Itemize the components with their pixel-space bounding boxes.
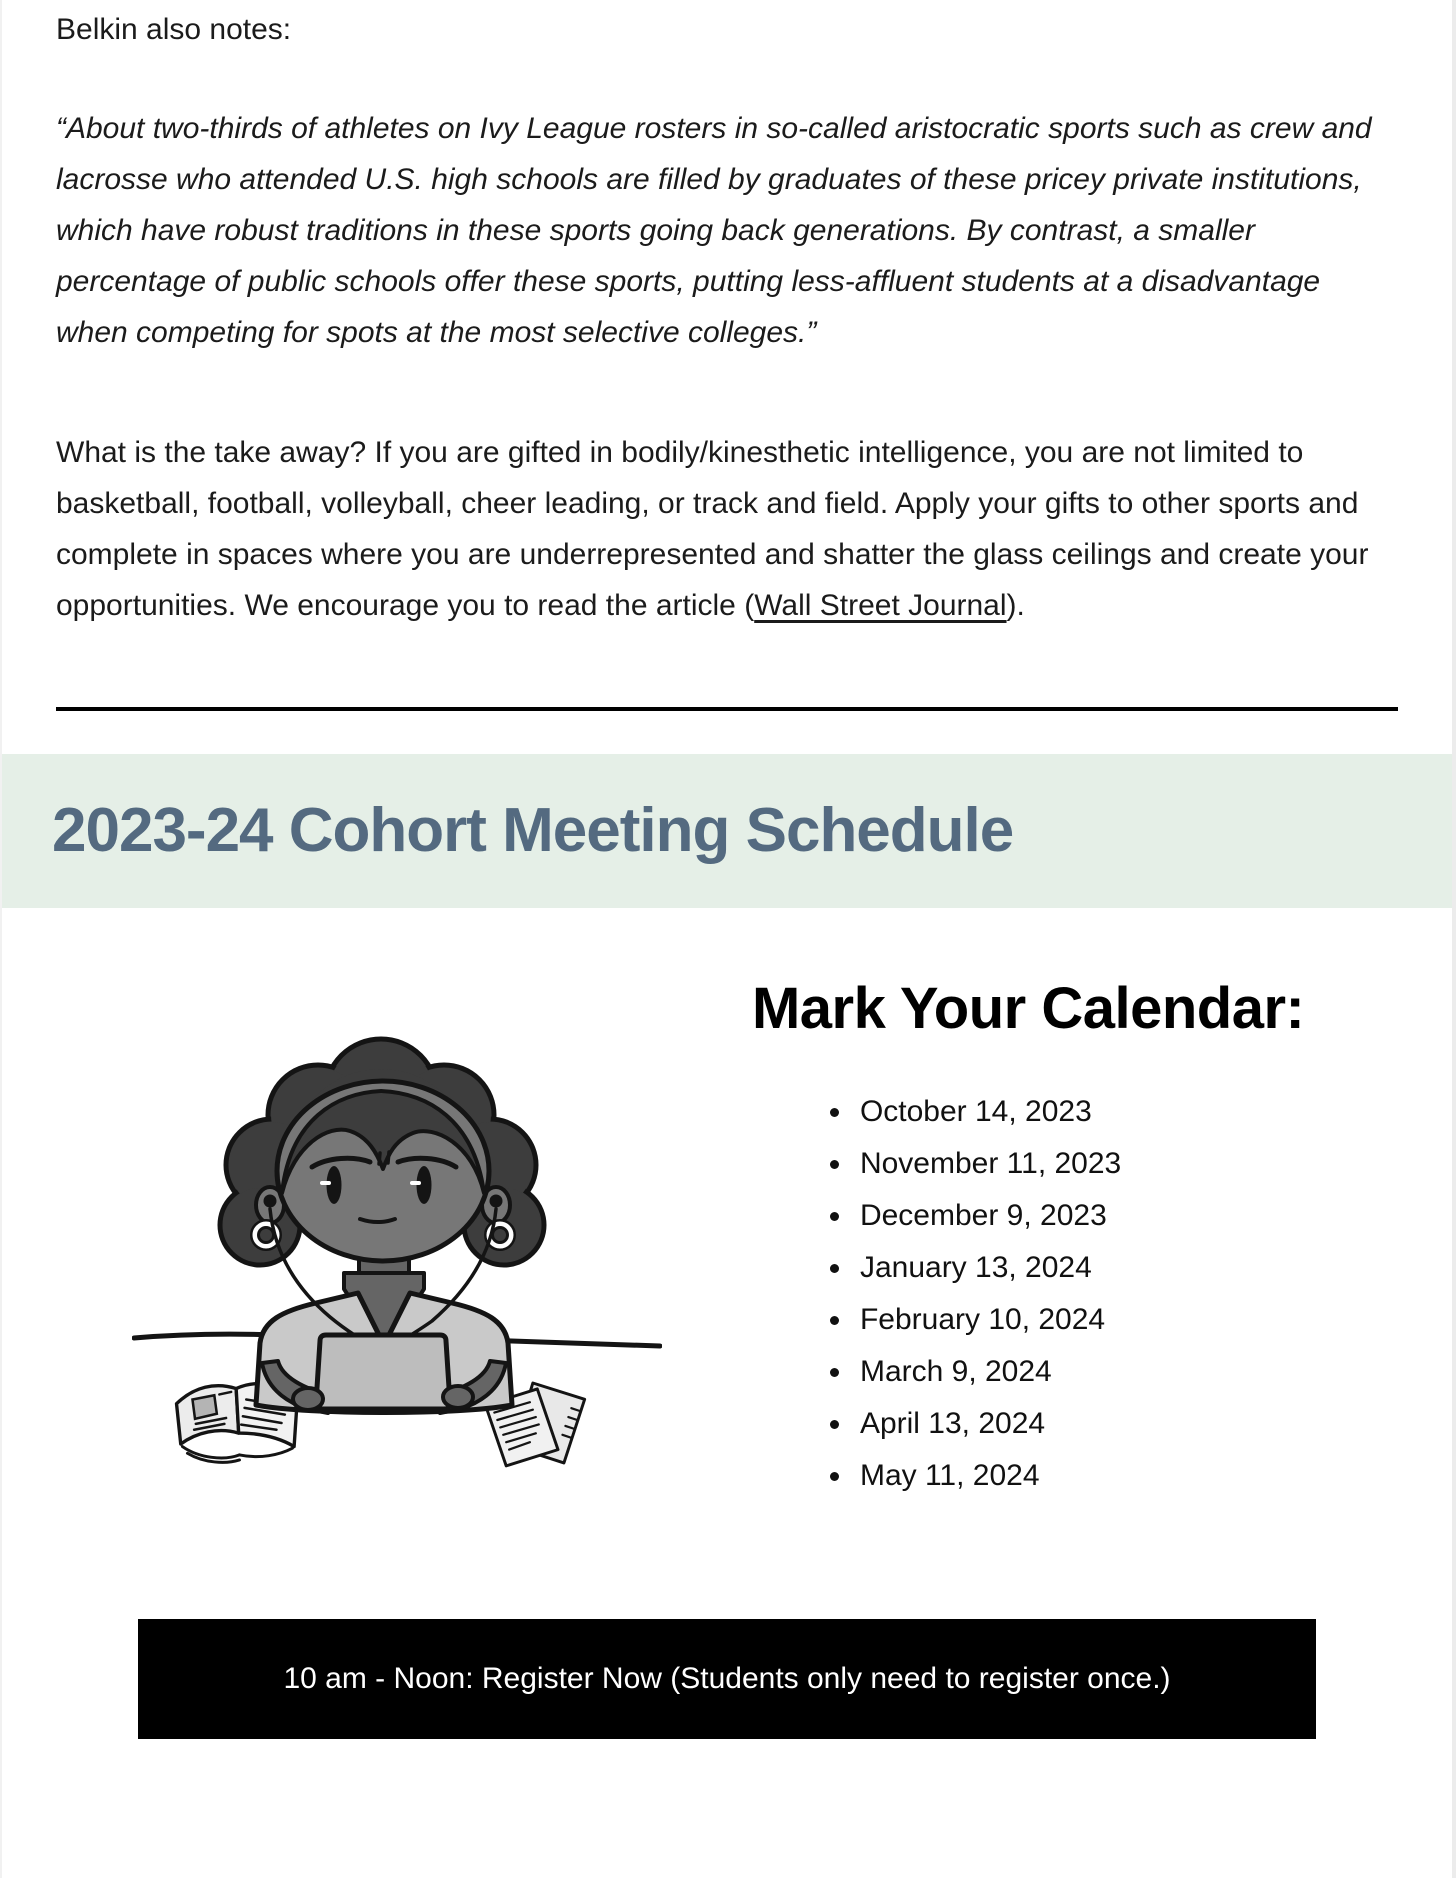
- takeaway-text-before: What is the take away? If you are gifted in bodily/kinesthetic intelligence, you are not limited to basketball, football, volleyball, cheer leading, or track and field. Apply your gifts to other sports and complete in spaces where you are underrepresented and shatter the glass ceilings and create your opportunities. We encourage you to read the article (: [56, 436, 1369, 622]
- date-list-item: • January 13, 2024: [854, 1242, 1452, 1294]
- register-bar-text: 10 am - Noon: Register Now (Students only need to register once.): [283, 1662, 1171, 1695]
- article-section: [2, 0, 1452, 711]
- date-list-item: • October 14, 2023: [854, 1086, 1452, 1138]
- intro-paragraph: Belkin also notes:: [56, 13, 292, 46]
- section-divider: [56, 707, 1398, 711]
- quote-paragraph: “About two-thirds of athletes on Ivy League rosters in so-called aristocratic sports such as crew and lacrosse who attended U.S. high schools are filled by graduates of these pricey private institutions, which have robust traditions in these sports going back generations. By contrast, a smaller percentage of public schools offer these sports, putting less-affluent students at a disadvantage when competing for spots at the most selective colleges.”: [56, 112, 1372, 349]
- laptop: [316, 1335, 450, 1409]
- date-list-item: • November 11, 2023: [854, 1138, 1452, 1190]
- register-bar[interactable]: [138, 1619, 1316, 1739]
- schedule-banner: [2, 754, 1452, 908]
- date-list-item: • December 9, 2023: [854, 1190, 1452, 1242]
- student-studying-illustration: [132, 1033, 662, 1469]
- date-list-item: • April 13, 2024: [854, 1398, 1452, 1450]
- date-list-item: • February 10, 2024: [854, 1294, 1452, 1346]
- date-list-item: • March 9, 2024: [854, 1346, 1452, 1398]
- date-list-item: • May 11, 2024: [854, 1450, 1452, 1502]
- takeaway-text-after: ).: [1006, 589, 1025, 622]
- illustration-column: [2, 908, 727, 1502]
- date-list: [752, 1086, 1452, 1502]
- calendar-column: [727, 908, 1452, 1502]
- wall-street-journal-link[interactable]: Wall Street Journal: [754, 589, 1007, 622]
- calendar-heading: Mark Your Calendar:: [751, 976, 1305, 1041]
- takeaway-paragraph: [56, 427, 1398, 631]
- schedule-section: [2, 908, 1452, 1502]
- schedule-banner-title: 2023-24 Cohort Meeting Schedule: [52, 796, 1014, 865]
